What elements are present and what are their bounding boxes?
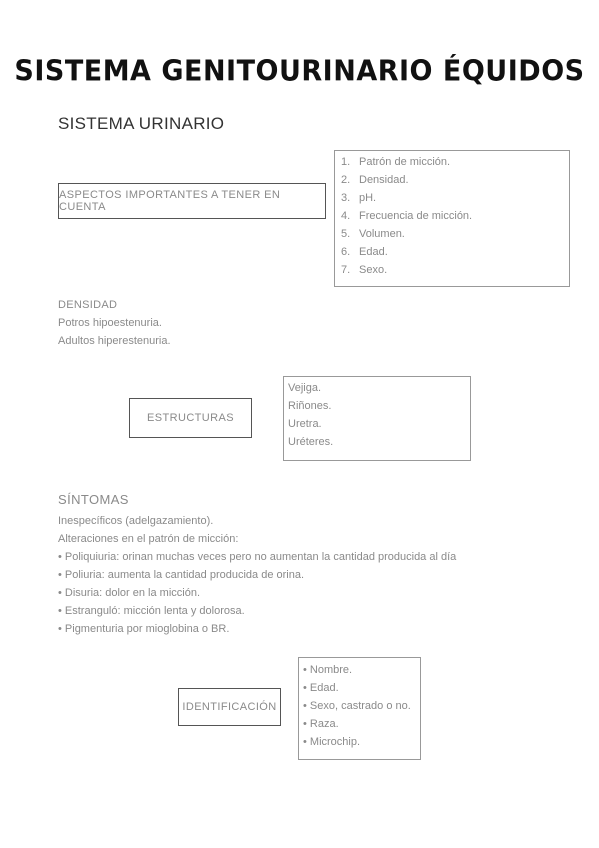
list-item: 4. Frecuencia de micción. [341, 210, 473, 222]
list-item: Riñones. [288, 400, 332, 412]
list-item: 1. Patrón de micción. [341, 156, 451, 168]
densidad-block [58, 296, 171, 350]
list-item: 3. pH. [341, 192, 377, 204]
list-item: 6. Edad. [341, 246, 388, 258]
identificacion-list [298, 657, 421, 760]
aspectos-label-box [58, 183, 326, 219]
list-item: • Poliuria: aumenta la cantidad producida de orina. [58, 569, 305, 581]
estructuras-label: ESTRUCTURAS [147, 412, 234, 424]
sintomas-block [58, 490, 456, 638]
list-item: Uretra. [288, 418, 322, 430]
list-item: • Estranguló: micción lenta y dolorosa. [58, 605, 245, 617]
sintomas-heading: SÍNTOMAS [58, 492, 129, 507]
list-item: 5. Volumen. [341, 228, 405, 240]
list-item: • Poliquiuria: orinan muchas veces pero no aumentan la cantidad producida al día [58, 551, 457, 563]
list-item: 7. Sexo. [341, 264, 388, 276]
list-item: Vejiga. [288, 382, 322, 394]
section-title: SISTEMA URINARIO [58, 114, 225, 133]
text-line: Potros hipoestenuria. [58, 317, 162, 329]
estructuras-list [283, 376, 471, 461]
list-item: 2. Densidad. [341, 174, 409, 186]
list-item: • Sexo, castrado o no. [303, 700, 411, 712]
aspectos-list [334, 150, 570, 287]
text-line: Inespecíficos (adelgazamiento). [58, 515, 214, 527]
list-item: • Edad. [303, 682, 339, 694]
list-item: • Raza. [303, 718, 339, 730]
identificacion-label: IDENTIFICACIÓN [182, 701, 277, 713]
list-item: • Nombre. [303, 664, 353, 676]
text-line: Alteraciones en el patrón de micción: [58, 533, 239, 545]
aspectos-label: ASPECTOS IMPORTANTES A TENER EN CUENTA [59, 189, 281, 213]
list-item: • Disuria: dolor en la micción. [58, 587, 201, 599]
densidad-heading: DENSIDAD [58, 299, 118, 311]
list-item: • Microchip. [303, 736, 361, 748]
page-title: SISTEMA GENITOURINARIO ÉQUIDOS [14, 55, 585, 88]
list-item: • Pigmenturia por mioglobina o BR. [58, 623, 230, 635]
text-line: Adultos hiperestenuria. [58, 335, 171, 347]
estructuras-label-box [129, 398, 252, 438]
identificacion-label-box [178, 688, 281, 726]
list-item: Uréteres. [288, 436, 334, 448]
